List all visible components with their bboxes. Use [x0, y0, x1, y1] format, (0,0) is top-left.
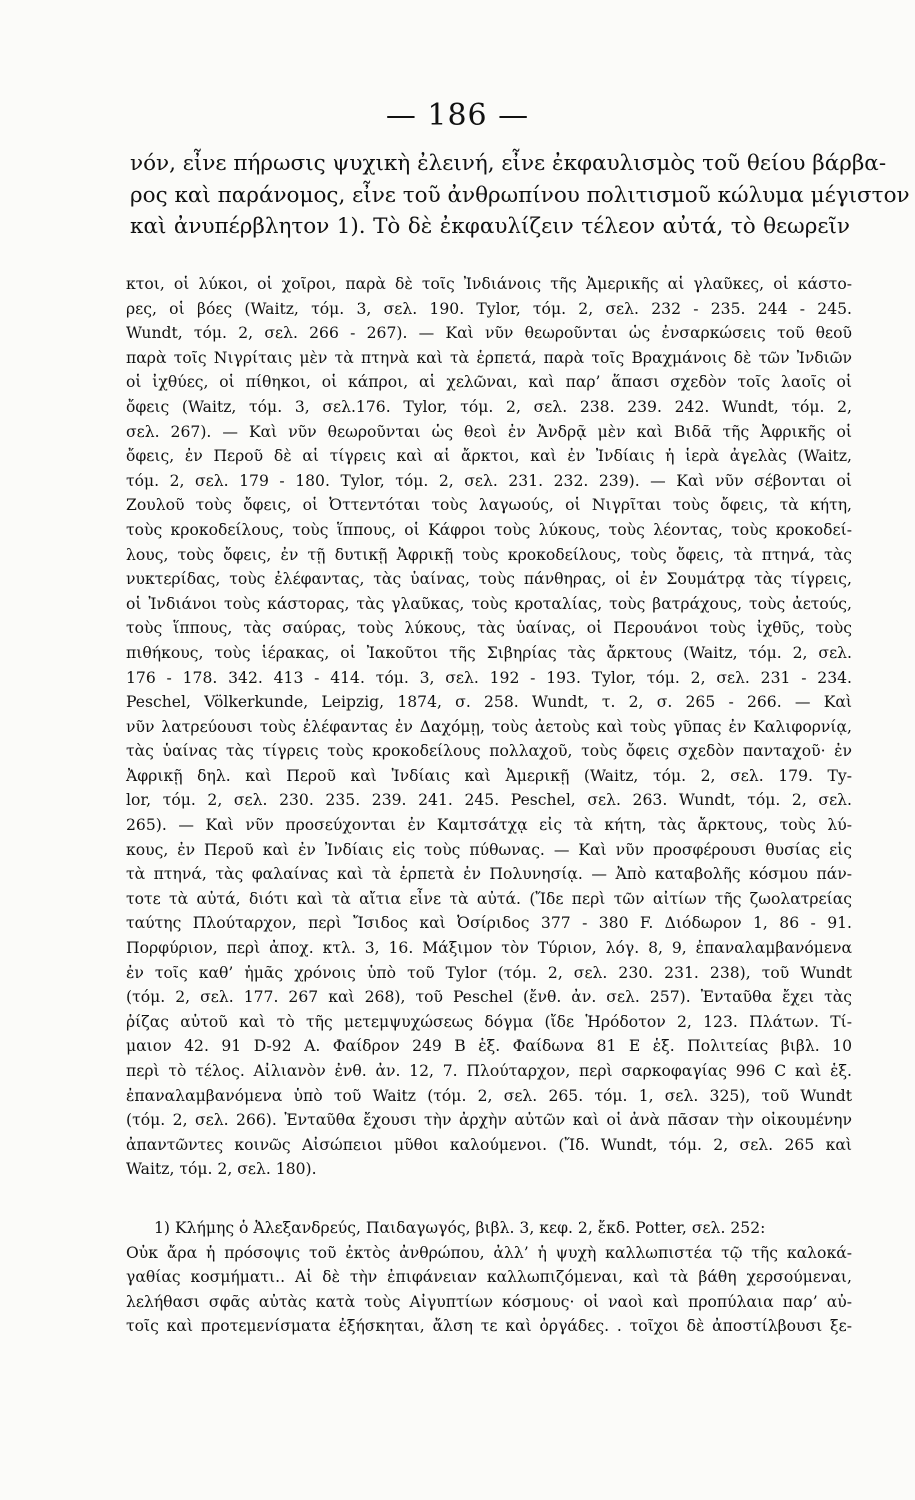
- footnote-line: νῦν λατρεύουσι τοὺς ἐλέφαντας ἐν Δαχόμῃ, τοὺς ἀετοὺς καὶ τοὺς γῦπας ἐν Καλιφορνίᾳ,: [126, 717, 852, 736]
- footnote-line: (τόμ. 2, σελ. 177. 267 καὶ 268), τοῦ Peschel (ἔνθ. ἀν. σελ. 257). Ἐνταῦθα ἔχει τὰς: [126, 988, 852, 1007]
- footnote-line: τοῖς καὶ προτεμενίσματα ἐξήσκηται, ἄλση τε καὶ ὀργάδες. . τοῖχοι δὲ ἀποστίλβουσι ξε-: [126, 1317, 852, 1336]
- main-text-line: νόν, εἶνε πήρωσις ψυχικὴ ἐλεινή, εἶνε ἐκφαυλισμὸς τοῦ θείου βάρβα-: [130, 151, 887, 176]
- footnote-line: οἱ Ἰνδιάνοι τοὺς κάστορας, τὰς γλαῦκας, τοὺς κροταλίας, τοὺς βατράχους, τοὺς ἀετούς,: [126, 594, 852, 613]
- footnote-line: ἐν τοῖς καθ’ ἡμᾶς χρόνοις ὑπὸ τοῦ Tylor (τόμ. 2, σελ. 230. 231. 238), τοῦ Wundt: [126, 963, 852, 982]
- footnote-line: ὄφεις (Waitz, τόμ. 3, σελ.176. Tylor, τόμ. 2, σελ. 238. 239. 242. Wundt, τόμ. 2,: [126, 397, 852, 416]
- footnote-line: τοὺς ἵππους, τὰς σαύρας, τοὺς λύκους, τὰς ὑαίνας, οἱ Περουάνοι τοὺς ἰχθῦς, τοὺς: [126, 619, 852, 638]
- footnote-1: [126, 1216, 852, 1339]
- footnote-line: lor, τόμ. 2, σελ. 230. 235. 239. 241. 245. Peschel, σελ. 263. Wundt, τόμ. 2, σελ.: [126, 791, 852, 810]
- footnote-line: ταύτης Πλούταρχον, περὶ Ἴσιδος καὶ Ὀσίριδος 377 - 380 F. Διόδωρον 1, 86 - 91.: [126, 914, 852, 933]
- footnote-line: Ἀφρικῇ δηλ. καὶ Περοῦ καὶ Ἰνδίαις καὶ Ἀμερικῇ (Waitz, τόμ. 2, σελ. 179. Ty-: [126, 766, 852, 785]
- footnote-line: ρες, οἱ βόες (Waitz, τόμ. 3, σελ. 190. Tylor, τόμ. 2, σελ. 232 - 235. 244 - 245.: [126, 299, 852, 318]
- footnote-line: τὰ πτηνά, τὰς φαλαίνας καὶ τὰ ἑρπετὰ ἐν Πολυνησίᾳ. — Ἀπὸ καταβολῆς κόσμου πάν-: [126, 865, 852, 884]
- footnote-line: 265). — Καὶ νῦν προσεύχονται ἐν Καμτσάτχᾳ εἰς τὰ κήτη, τὰς ἄρκτους, τοὺς λύ-: [126, 816, 852, 835]
- footnote-line: πιθήκους, τοὺς ἱέρακας, οἱ Ἰακοῦτοι τῆς Σιβηρίας τὰς ἄρκτους (Waitz, τόμ. 2, σελ.: [126, 643, 852, 662]
- main-text-line: ρος καὶ παράνομος, εἶνε τοῦ ἀνθρωπίνου πολιτισμοῦ κώλυμα μέγιστον: [130, 182, 910, 208]
- main-text: [130, 148, 910, 243]
- footnote-line: τόμ. 2, σελ. 179 - 180. Tylor, τόμ. 2, σελ. 231. 232. 239). — Καὶ νῦν σέβονται οἱ: [126, 471, 852, 490]
- footnote-line: κους, ἐν Περοῦ καὶ ἐν Ἰνδίαις εἰς τοὺς πύθωνας. — Καὶ νῦν προσφέρουσι θυσίας εἰς: [126, 840, 852, 859]
- footnote-continuation: [126, 272, 852, 1182]
- footnote-line: ὄφεις, ἐν Περοῦ δὲ αἱ τίγρεις καὶ αἱ ἄρκτοι, καὶ ἐν Ἰνδίαις ἡ ἱερὰ ἀγελὰς (Waitz,: [126, 447, 852, 466]
- footnote-line: (τόμ. 2, σελ. 266). Ἐνταῦθα ἔχουσι τὴν ἀρχὴν αὐτῶν καὶ οἱ ἀνὰ πᾶσαν τὴν οἰκουμένην: [126, 1111, 852, 1130]
- footnote-line: λελήθασι σφᾶς αὐτὰς κατὰ τοὺς Αἰγυπτίων κόσμους· οἱ ναοὶ καὶ προπύλαια παρ’ αὐ-: [126, 1292, 852, 1311]
- footnote-line: οἱ ἰχθύες, οἱ πίθηκοι, οἱ κάπροι, αἱ χελῶναι, καὶ παρ’ ἅπασι σχεδὸν τοῖς λαοῖς οἱ: [126, 373, 852, 392]
- footnote-line: μαιον 42. 91 D-92 A. Φαίδρον 249 B ἑξ. Φαίδωνα 81 E ἑξ. Πολιτείας βιβλ. 10: [126, 1037, 852, 1056]
- footnote-line: ἀπαντῶντες κοινῶς Αἰσώπειοι μῦθοι καλούμενοι. (Ἴδ. Wundt, τόμ. 2, σελ. 265 καὶ: [126, 1135, 852, 1154]
- footnote-line: Οὐκ ἄρα ἡ πρόσοψις τοῦ ἐκτὸς ἀνθρώπου, ἀλλ’ ἡ ψυχὴ καλλωπιστέα τῷ τῆς καλοκά-: [126, 1243, 852, 1262]
- footnote-line: τοὺς κροκοδείλους, τοὺς ἵππους, οἱ Κάφροι τοὺς λύκους, τοὺς λέοντας, τοὺς κροκοδεί-: [126, 520, 852, 539]
- footnote-line: νυκτερίδας, τοὺς ἐλέφαντας, τὰς ὑαίνας, τοὺς πάνθηρας, οἱ ἐν Σουμάτρᾳ τὰς τίγρεις,: [126, 570, 852, 589]
- footnote-line: Πορφύριον, περὶ ἀποχ. κτλ. 3, 16. Μάξιμον τὸν Τύριον, λόγ. 8, 9, ἐπαναλαμβανόμενα: [126, 939, 852, 958]
- footnote-line: λους, τοὺς ὄφεις, ἐν τῇ δυτικῇ Ἀφρικῇ τοὺς κροκοδείλους, τοὺς ὄφεις, τὰ πτηνά, τὰς: [126, 545, 852, 564]
- footnote-line: ἐπαναλαμβανόμενα ὑπὸ τοῦ Waitz (τόμ. 2, σελ. 265. τόμ. 1, σελ. 325), τοῦ Wundt: [126, 1086, 852, 1105]
- footnote-line: Ζουλοῦ τοὺς ὄφεις, οἱ Ὀττεντόται τοὺς λαγωούς, οἱ Νιγρῖται τοὺς ὄφεις, τὰ κήτη,: [126, 496, 852, 515]
- footnote-line: σελ. 267). — Καὶ νῦν θεωροῦνται ὡς θεοὶ ἐν Ἀνδρᾷ μὲν καὶ Βιδᾶ τῆς Ἀφρικῆς οἱ: [126, 422, 852, 441]
- footnote-line: 1) Κλήμης ὁ Ἀλεξανδρεύς, Παιδαγωγός, βιβλ. 3, κεφ. 2, ἔκδ. Potter, σελ. 252:: [154, 1219, 766, 1237]
- footnote-line: κτοι, οἱ λύκοι, οἱ χοῖροι, παρὰ δὲ τοῖς Ἰνδιάνοις τῆς Ἀμερικῆς αἱ γλαῦκες, οἱ κάστο-: [126, 275, 852, 293]
- footnote-line: 176 - 178. 342. 413 - 414. τόμ. 3, σελ. 192 - 193. Tylor, τόμ. 2, σελ. 231 - 234.: [126, 668, 852, 687]
- footnote-line: Wundt, τόμ. 2, σελ. 266 - 267). — Καὶ νῦν θεωροῦνται ὡς ἐνσαρκώσεις τοῦ θεοῦ: [126, 324, 852, 343]
- main-text-line: καὶ ἀνυπέρβλητον 1). Τὸ δὲ ἐκφαυλίζειν τέλεον αὐτά, τὸ θεωρεῖν: [130, 214, 850, 239]
- footnote-line: παρὰ τοῖς Νιγρίταις μὲν τὰ πτηνὰ καὶ τὰ ἑρπετά, παρὰ τοῖς Βραχμάνοις δὲ τῶν Ἰνδιῶν: [126, 348, 852, 367]
- footnote-line: τοτε τὰ αὐτά, διότι καὶ τὰ αἴτια εἶνε τὰ αὐτά. (Ἴδε περὶ τῶν αἰτίων τῆς ζωολατρείας: [126, 889, 852, 908]
- footnote-line: Peschel, Völkerkunde, Leipzig, 1874, σ. 258. Wundt, τ. 2, σ. 265 - 266. — Καὶ: [126, 693, 852, 712]
- footnote-line: Waitz, τόμ. 2, σελ. 180).: [126, 1160, 317, 1179]
- footnote-line: ῥίζας αὐτοῦ καὶ τὸ τῆς μετεμψυχώσεως δόγμα (ἴδε Ἡρόδοτον 2, 123. Πλάτων. Τί-: [126, 1012, 852, 1031]
- page-number: — 186 —: [385, 98, 530, 133]
- footnote-line: περὶ τὸ τέλος. Αἰλιανὸν ἐνθ. ἀν. 12, 7. Πλούταρχον, περὶ σαρκοφαγίας 996 C καὶ ἑξ.: [126, 1062, 852, 1080]
- footnote-line: γαθίας κοσμήματι.. Αἱ δὲ τὴν ἐπιφάνειαν καλλωπιζόμεναι, καὶ τὰ βάθη χερσούμεναι,: [126, 1268, 852, 1287]
- footnote-line: τὰς ὑαίνας τὰς τίγρεις τοὺς κροκοδείλους πολλαχοῦ, τοὺς ὄφεις σχεδὸν πανταχοῦ· ἐν: [126, 742, 852, 761]
